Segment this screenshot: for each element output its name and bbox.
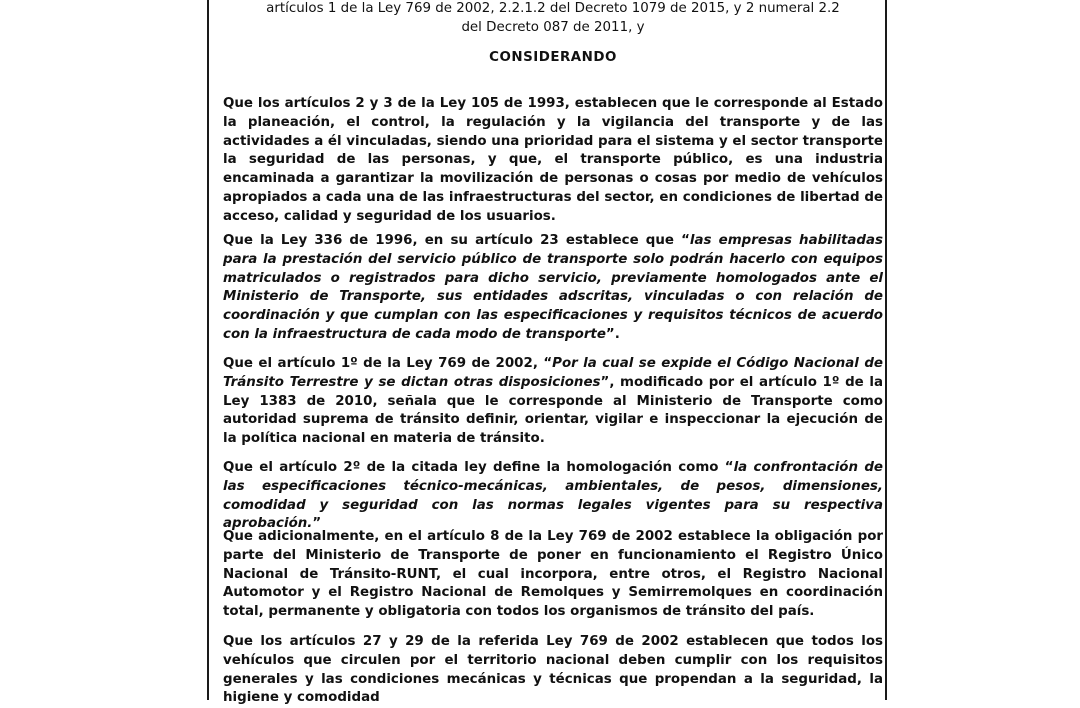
paragraph-4-quote: la confrontación de las especificaciones técnico-mecánicas, ambientales, de pesos, dimensiones, comodidad y seguridad con las normas legales vigentes para su respectiva aprobación. [223,460,883,532]
paragraph-4 [223,459,883,534]
paragraph-3-lead: Que el artículo 1º de la Ley 769 de 2002, “ [223,356,553,371]
section-title: CONSIDERANDO [489,50,617,65]
paragraph-2 [223,232,883,345]
paragraph-2-tail: ”. [605,326,620,342]
paragraph-2-lead: Que la Ley 336 de 1996, en su artículo 23 establece que “ [223,233,690,248]
paragraph-3 [223,355,883,449]
header-citation [223,0,883,38]
header-line-1: artículos 1 de la Ley 769 de 2002, 2.2.1.2 del Decreto 1079 de 2015, y 2 numeral 2.2 [266,1,840,16]
paragraph-1 [223,95,883,227]
paragraph-1-text: Que los artículos 2 y 3 de la Ley 105 de 1993, establecen que le corresponde al Estado la planeación, el control, la regulación y la vigilancia del transporte y de las actividades a él vinculadas, siendo una prioridad para el sistema y el sector transporte la seguridad de las personas, y que, el transporte público, es una industria encaminada a garantizar la movilización de personas o cosas por medio de vehículos apropiados a cada una de las infraestructuras del sector, en condiciones de libertad de acceso, calidad y seguridad de los usuarios. [223,96,883,224]
paragraph-5-text: Que adicionalmente, en el artículo 8 de la Ley 769 de 2002 establece la obligación por parte del Ministerio de Transporte de poner en funcionamiento el Registro Único Nacional de Tránsito-RUNT, el cual incorpora, entre otros, el Registro Nacional Automotor y el Registro Nacional de Remolques y Semirremolques en coordinación total, permanente y obligatoria con todos los organismos de tránsito del país. [223,529,883,620]
document-page [207,0,887,706]
header-line-2: del Decreto 087 de 2011, y [461,19,645,35]
paragraph-5 [223,528,883,622]
paragraph-6-text: Que los artículos 27 y 29 de la referida Ley 769 de 2002 establecen que todos los vehículos que circulen por el territorio nacional deben cumplir con los requisitos generales y las condiciones mecánicas y técnicas que propendan a la seguridad, la higiene y comodidad [223,634,883,706]
paragraph-4-tail: ” [312,516,322,532]
paragraph-6 [223,633,883,708]
paragraph-3-tail: ”, modificado por el artículo 1º de la Ley 1383 de 2010, señala que le corresponde al Ministerio de Transporte como autoridad suprema de tránsito definir, orientar, vigilar e inspeccionar la ejecución de la política nacional en materia de tránsito. [223,374,883,447]
paragraph-2-quote: las empresas habilitadas para la prestación del servicio público de transporte solo podrán hacerlo con equipos matriculados o registrados para dicho servicio, previamente homologados ante el Ministerio de Transporte, sus entidades adscritas, vinculadas o con relación de coordinación y que cumplan con las especificaciones y requisitos técnicos de acuerdo con la infraestructura de cada modo de transporte [223,233,883,342]
paragraph-3-quote: Por la cual se expide el Código Nacional de Tránsito Terrestre y se dictan otras disposiciones [223,356,883,390]
paragraph-4-lead: Que el artículo 2º de la citada ley define la homologación como “ [223,460,734,475]
